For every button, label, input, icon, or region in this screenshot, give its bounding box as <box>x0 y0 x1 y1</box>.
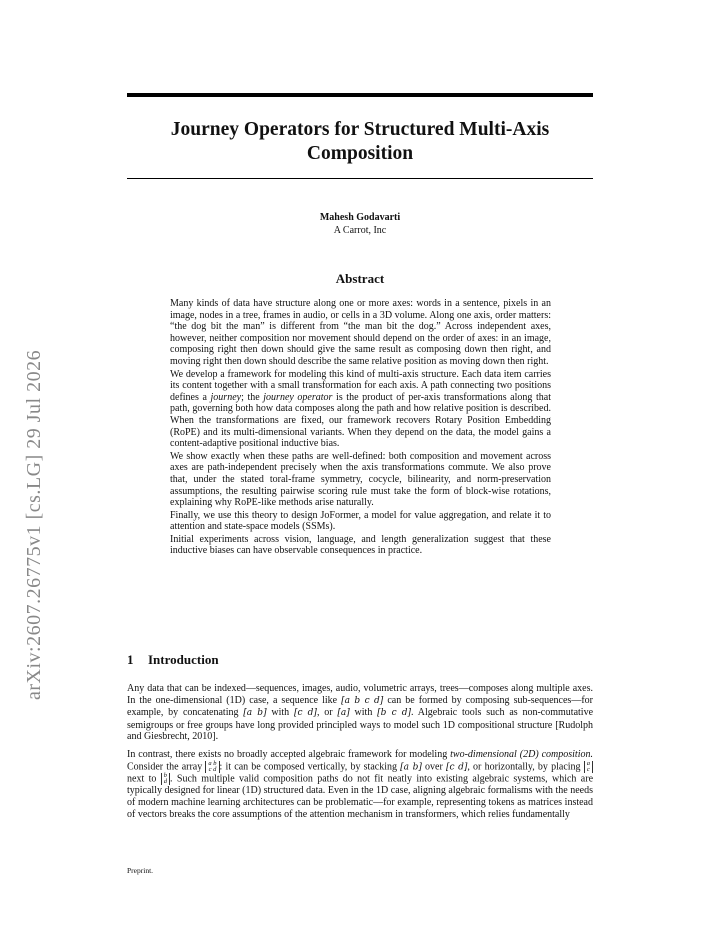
abstract-paragraph: We develop a framework for modeling this kind of multi-axis structure. Each data item carries its content together with a small transformation for each axis. A path connecting two positions defines a journey; the journey operator is the product of per-axis transformations along that path, governing both how data composes along the path and how relative position is described. When the transformations are fixed, our framework recovers Rotary Position Embedding (RoPE) and its multi-dimensional variants. When they depend on the data, the model gains a content-adaptive positional inductive bias. <box>170 368 552 450</box>
matrix-column-bd: b d <box>161 773 170 785</box>
abstract-paragraph: Initial experiments across vision, language, and length generalization suggest that these inductive biases can have observable consequences in practice. <box>170 533 551 557</box>
title-top-rule <box>127 93 593 97</box>
abstract-heading: Abstract <box>335 271 385 286</box>
author-name: Mahesh Godavarti <box>319 212 401 223</box>
arxiv-side-stamp: arXiv:2607.26775v1 [cs.LG] 29 Jul 2026 <box>23 349 45 700</box>
body-paragraph: In contrast, there exists no broadly accepted algebraic framework for modeling two-dimensional (2D) composition. Consider the array a b c d : it can be composed vertically, by stacking [a b] over [c d], or horizontally, by placing a c next to b d . Such multiple valid composition paths do not fit neatly into existing algebraic systems, which are typically designed for linear (1D) structured data. Even in the 1D case, aligning algebraic formalisms with the needs of modern machine learning architectures can be problematic—for example, representing tokens as matrices instead of vectors breaks the core assumptions of the attention mechanism in transformers, which relies fundamentally <box>127 748 594 820</box>
introduction-body <box>127 683 593 826</box>
title-bottom-rule <box>127 178 593 179</box>
abstract-body <box>170 298 551 557</box>
paper-title: Journey Operators for Structured Multi-Axis Composition <box>170 119 550 164</box>
abstract-paragraph: We show exactly when these paths are well-defined: both composition and movement across axes are path-independent precisely when the axis transformations commute. We also prove that, under the stated toral-frame symmetry, cocycle, bilinearity, and norm-preservation assumptions, the resulting pairwise scoring rule must take the form of block-wise rotations, explaining why RoPE-like methods arise naturally. <box>170 450 551 509</box>
abstract-paragraph: Many kinds of data have structure along one or more axes: words in a sentence, pixels in an image, nodes in a tree, frames in audio, or cells in a 3D volume. Along one axis, order matters: “the dog bit the man” is different from “the man bit the dog.” Across independent axes, however, neither composition nor movement should depend on the order of axes: in an image, composing right then down should give the same result as composing down then right, and moving right then down should describe the same relative position as moving down then right. <box>170 298 551 367</box>
body-paragraph: Any data that can be indexed—sequences, images, audio, volumetric arrays, trees—composes along multiple axes. In the one-dimensional (1D) case, a sequence like [a b c d] can be formed by composing sub-sequences—for example, by concatenating [a b] with [c d], or [a] with [b c d]. Algebraic tools such as non-commutative semigroups or free groups have long provided principled ways to model such 1D compositional structure [Rudolph and Giesbrecht, 2010]. <box>127 683 594 743</box>
matrix-column-ac: a c <box>584 761 593 773</box>
matrix-2x2: a b c d <box>205 761 219 773</box>
section-heading: 1 Introduction <box>127 652 219 667</box>
author-affiliation: A Carrot, Inc <box>333 225 387 236</box>
footer-note: Preprint. <box>127 866 154 875</box>
abstract-paragraph: Finally, we use this theory to design JoFormer, a model for value aggregation, and relate it to attention and state-space models (SSMs). <box>170 509 551 533</box>
